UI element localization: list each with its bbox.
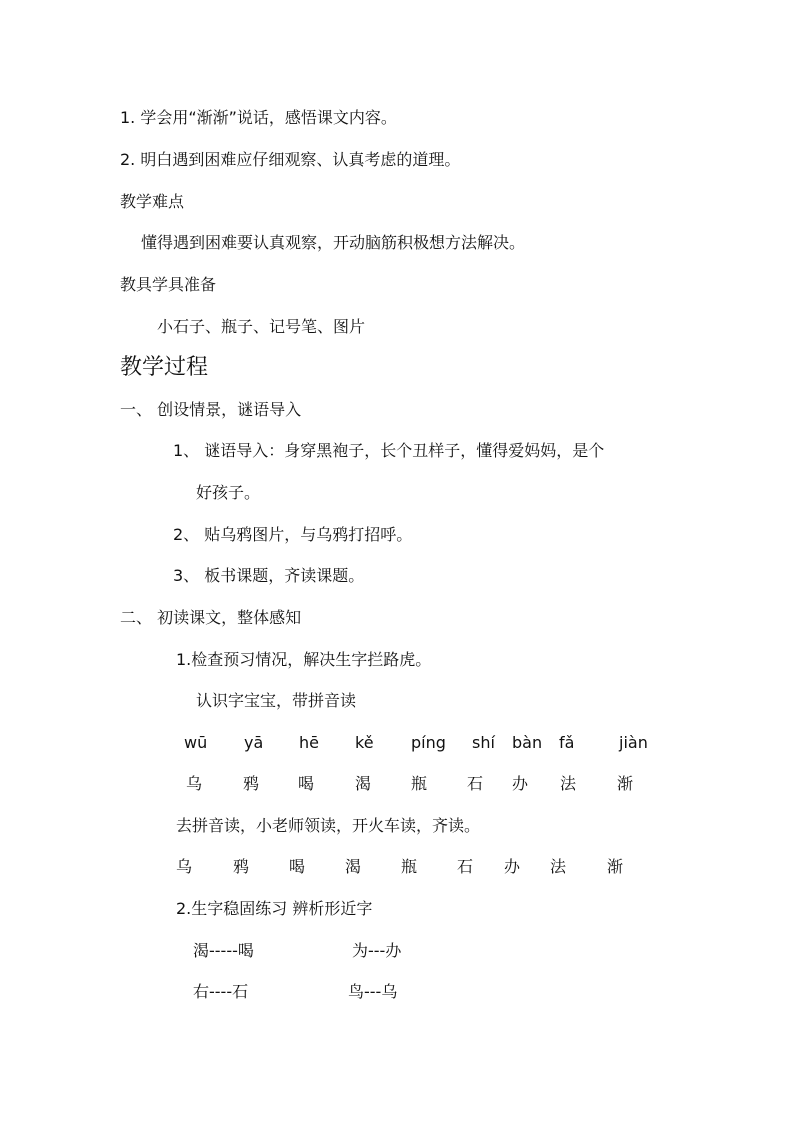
pair-2-right: 鸟---乌 (348, 982, 398, 1001)
pair-1-right: 为---办 (352, 941, 402, 960)
process-title: 教学过程 (120, 355, 209, 380)
pinyin-2: yā (244, 733, 264, 752)
section-1-title: 一、 创设情景，谜语导入 (120, 400, 302, 419)
char2-1: 乌 (176, 857, 193, 876)
char-9: 渐 (617, 774, 634, 793)
section-1-item-2: 2、 贴乌鸦图片，与乌鸦打招呼。 (173, 525, 413, 544)
tools-title: 教具学具准备 (120, 275, 217, 294)
char2-8: 法 (550, 857, 567, 876)
difficulty-title: 教学难点 (120, 192, 185, 211)
char-5: 瓶 (411, 774, 428, 793)
char2-5: 瓶 (401, 857, 418, 876)
char2-3: 喝 (289, 857, 306, 876)
pinyin-6: shí (472, 733, 495, 752)
char-3: 喝 (298, 774, 315, 793)
pinyin-1: wū (184, 733, 208, 752)
section-1-item-1-cont: 好孩子。 (196, 483, 261, 502)
char2-7: 办 (504, 857, 521, 876)
goal-1: 1. 学会用“渐渐”说话，感悟课文内容。 (120, 108, 397, 127)
char-2: 鸦 (243, 774, 260, 793)
char2-9: 渐 (607, 857, 624, 876)
char-8: 法 (560, 774, 577, 793)
section-1-item-3: 3、 板书课题，齐读课题。 (173, 566, 365, 585)
pinyin-5: píng (411, 733, 446, 752)
pinyin-3: hē (299, 733, 319, 752)
char-6: 石 (467, 774, 484, 793)
tools-text: 小石子、瓶子、记号笔、图片 (157, 317, 366, 336)
char-4: 渴 (355, 774, 372, 793)
section-2-title: 二、 初读课文，整体感知 (120, 608, 302, 627)
char2-6: 石 (457, 857, 474, 876)
goal-2: 2. 明白遇到困难应仔细观察、认真考虑的道理。 (120, 150, 461, 169)
pinyin-4: kě (355, 733, 374, 752)
char2-2: 鸦 (233, 857, 250, 876)
char-1: 乌 (186, 774, 203, 793)
without-pinyin-text: 去拼音读，小老师领读，开火车读，齐读。 (176, 816, 481, 835)
pair-2-left: 右----石 (193, 982, 249, 1001)
pinyin-9: jiàn (619, 733, 648, 752)
pinyin-7: bàn (512, 733, 543, 752)
difficulty-text: 懂得遇到困难要认真观察，开动脑筋积极想方法解决。 (141, 233, 526, 252)
char2-4: 渴 (345, 857, 362, 876)
section-2-step-1-sub: 认识字宝宝，带拼音读 (196, 691, 357, 710)
section-2-step-2: 2.生字稳固练习 辨析形近字 (176, 899, 373, 918)
char-7: 办 (512, 774, 529, 793)
section-1-item-1: 1、 谜语导入：身穿黑袍子，长个丑样子，懂得爱妈妈，是个 (173, 441, 605, 460)
pair-1-left: 渴-----喝 (193, 941, 254, 960)
section-2-step-1: 1.检查预习情况，解决生字拦路虎。 (176, 650, 432, 669)
pinyin-8: fǎ (559, 733, 575, 752)
